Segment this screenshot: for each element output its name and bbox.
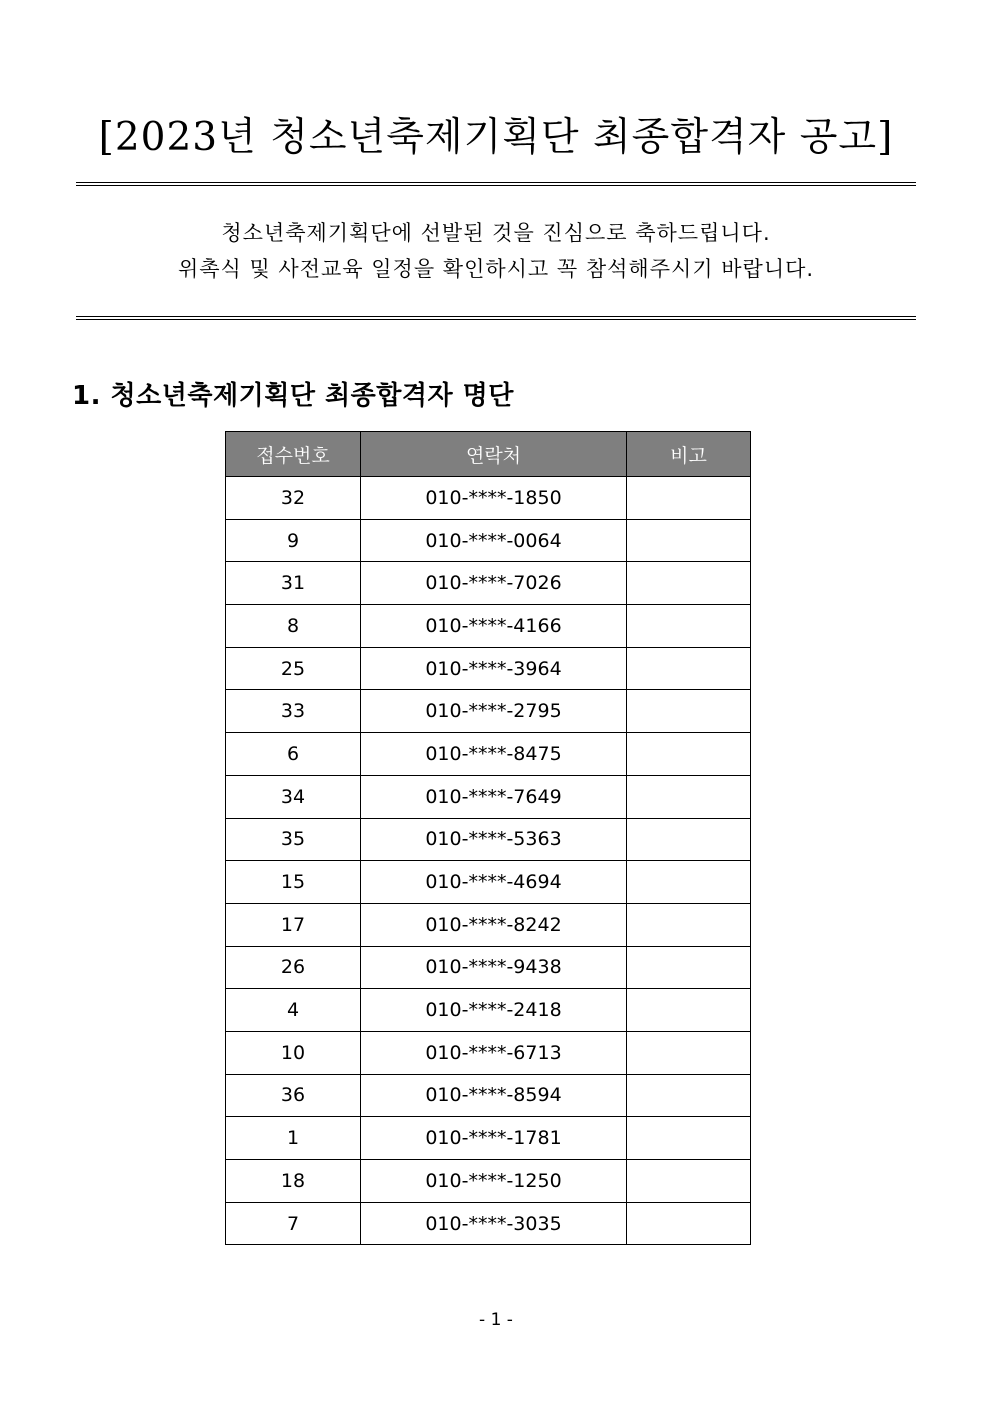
table-row (226, 861, 751, 904)
note-cell (627, 1031, 751, 1074)
note-cell (627, 690, 751, 733)
receipt-number-cell: 17 (226, 903, 361, 946)
table-row (226, 1031, 751, 1074)
receipt-number-cell: 9 (226, 519, 361, 562)
contact-cell: 010-****-3964 (361, 647, 627, 690)
contact-cell: 010-****-8475 (361, 733, 627, 776)
table-row (226, 1117, 751, 1160)
intro-line-2: 위촉식 및 사전교육 일정을 확인하시고 꼭 참석해주시기 바랍니다. (177, 257, 815, 281)
contact-cell: 010-****-9438 (361, 946, 627, 989)
contact-cell: 010-****-0064 (361, 519, 627, 562)
table-row (226, 775, 751, 818)
contact-cell: 010-****-7649 (361, 775, 627, 818)
table-header-row (226, 432, 751, 477)
receipt-number-cell: 26 (226, 946, 361, 989)
receipt-number-cell: 18 (226, 1160, 361, 1203)
note-cell (627, 519, 751, 562)
note-cell (627, 818, 751, 861)
contact-cell: 010-****-6713 (361, 1031, 627, 1074)
page-number: - 1 - (479, 1310, 513, 1330)
receipt-number-cell: 35 (226, 818, 361, 861)
receipt-number-cell: 8 (226, 605, 361, 648)
receipt-number-cell: 6 (226, 733, 361, 776)
note-cell (627, 1202, 751, 1245)
table-row (226, 647, 751, 690)
intro-divider (76, 316, 916, 320)
contact-cell: 010-****-8242 (361, 903, 627, 946)
contact-cell: 010-****-2418 (361, 989, 627, 1032)
note-cell (627, 775, 751, 818)
contact-cell: 010-****-2795 (361, 690, 627, 733)
contact-cell: 010-****-3035 (361, 1202, 627, 1245)
contact-cell: 010-****-5363 (361, 818, 627, 861)
contact-cell: 010-****-1850 (361, 477, 627, 520)
header-note: 비고 (627, 432, 751, 477)
receipt-number-cell: 36 (226, 1074, 361, 1117)
contact-cell: 010-****-1250 (361, 1160, 627, 1203)
table-row (226, 733, 751, 776)
contact-cell: 010-****-7026 (361, 562, 627, 605)
note-cell (627, 946, 751, 989)
table-row (226, 989, 751, 1032)
table-row (226, 1202, 751, 1245)
note-cell (627, 861, 751, 904)
note-cell (627, 477, 751, 520)
note-cell (627, 1074, 751, 1117)
receipt-number-cell: 7 (226, 1202, 361, 1245)
table-row (226, 477, 751, 520)
table-row (226, 818, 751, 861)
note-cell (627, 562, 751, 605)
note-cell (627, 647, 751, 690)
receipt-number-cell: 4 (226, 989, 361, 1032)
receipt-number-cell: 31 (226, 562, 361, 605)
contact-cell: 010-****-1781 (361, 1117, 627, 1160)
table-row (226, 946, 751, 989)
table-row (226, 519, 751, 562)
table-row (226, 690, 751, 733)
receipt-number-cell: 33 (226, 690, 361, 733)
receipt-number-cell: 10 (226, 1031, 361, 1074)
intro-line-1: 청소년축제기획단에 선발된 것을 진심으로 축하드립니다. (221, 221, 771, 245)
note-cell (627, 989, 751, 1032)
receipt-number-cell: 34 (226, 775, 361, 818)
table-body (226, 477, 751, 1245)
finalist-table (225, 431, 751, 1245)
header-receipt-number: 접수번호 (226, 432, 361, 477)
note-cell (627, 1160, 751, 1203)
receipt-number-cell: 15 (226, 861, 361, 904)
header-contact: 연락처 (361, 432, 627, 477)
table-row (226, 605, 751, 648)
table-row (226, 1160, 751, 1203)
table-row (226, 903, 751, 946)
table-row (226, 562, 751, 605)
section-title: 1. 청소년축제기획단 최종합격자 명단 (72, 381, 514, 411)
note-cell (627, 1117, 751, 1160)
contact-cell: 010-****-8594 (361, 1074, 627, 1117)
note-cell (627, 733, 751, 776)
receipt-number-cell: 32 (226, 477, 361, 520)
receipt-number-cell: 25 (226, 647, 361, 690)
contact-cell: 010-****-4166 (361, 605, 627, 648)
note-cell (627, 605, 751, 648)
note-cell (627, 903, 751, 946)
contact-cell: 010-****-4694 (361, 861, 627, 904)
title-divider (76, 182, 916, 186)
document-title: [2023년 청소년축제기획단 최종합격자 공고] (98, 115, 894, 160)
table-row (226, 1074, 751, 1117)
receipt-number-cell: 1 (226, 1117, 361, 1160)
